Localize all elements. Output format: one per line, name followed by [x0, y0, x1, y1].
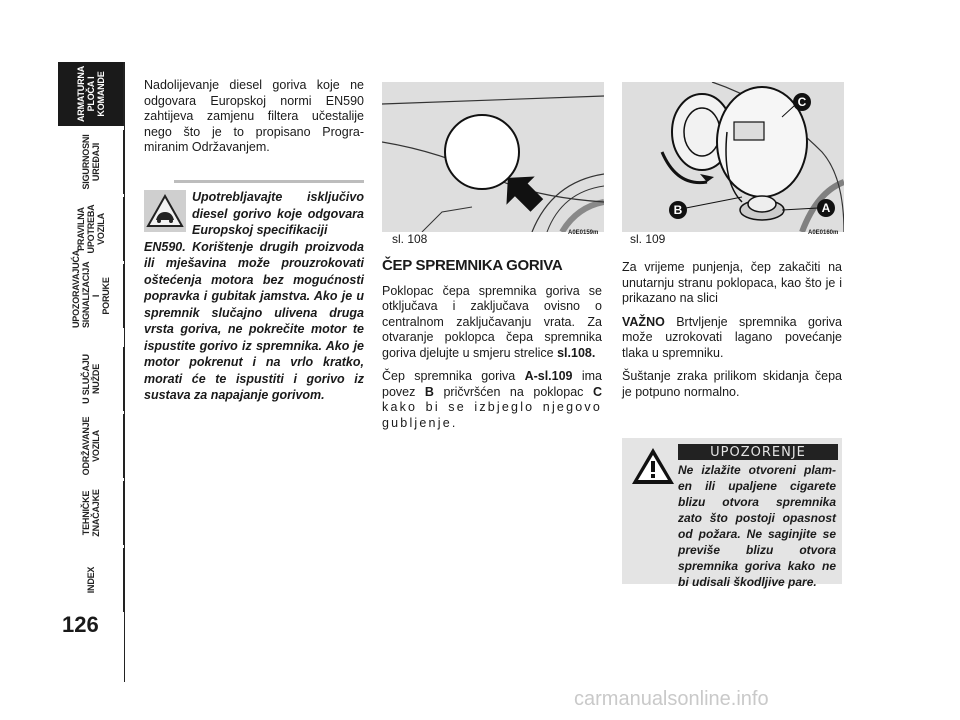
chapter-tabs	[58, 62, 124, 622]
tab-pravilna-upotreba[interactable]	[58, 197, 124, 261]
tab-u-slucaju-nuzde[interactable]	[58, 347, 124, 411]
figure-109-caption: sl. 109	[630, 232, 666, 246]
figure-109-code: A0E0160m	[808, 230, 839, 236]
paragraph-air-hiss: Šuštanje zraka prilikom skidanja čepa je potpuno normalno.	[622, 369, 842, 399]
paragraph-important	[622, 315, 842, 362]
figure-108-caption: sl. 108	[392, 232, 428, 246]
tab-label: SIGURNOSNI UREĐAJI	[80, 134, 101, 190]
tab-label: UPOZORAVAJUĆA SIGNALIZACIJA I PORUKE	[70, 249, 111, 328]
watermark: carmanualsonline.info	[574, 688, 769, 710]
paragraph-hook-cap: Za vrijeme punjenja, čep zakačiti na unutarnju stranu poklopaca, kao što je i prikazano na slici	[622, 260, 842, 305]
warning-title: UPOZORENJE	[678, 444, 838, 460]
paragraph-cap	[382, 369, 602, 431]
text-fragment: pričvršćen na poklopac	[443, 384, 584, 399]
tab-odrzavanje-vozila[interactable]	[58, 414, 124, 478]
tab-label: ARMATURNA PLOČA I KOMANDE	[75, 65, 106, 123]
tab-label: TEHNIČKE ZNAČAJKE	[80, 489, 101, 537]
tab-upozoravajuca-signalizacija[interactable]	[58, 249, 124, 328]
figure-fuel-flap-closed	[382, 82, 604, 232]
tab-index[interactable]	[58, 548, 124, 612]
figure-fuel-flap-open	[622, 82, 844, 232]
fuel-cap-section	[382, 258, 602, 439]
tab-label: INDEX	[85, 566, 96, 594]
car-warning-icon	[144, 190, 186, 232]
note-text-rest: EN590. Korištenje drugih proizvoda ili mješavina može prouzrokovati oštećenja motora bez mogućnosti popravka i gubitak jamstva. Ako je u spremnik slučajno ulivena druga vrsta goriva, ne pokrečite motor te ispustite gorivo iz spremnika. Ako je motor pokrenut i na vrlo kratko, morati će te ispustiti i gorivo iz sustava za napajanje gorivom.	[144, 239, 364, 402]
tab-sigurnosni-uredaji[interactable]	[58, 130, 124, 194]
label-a: A	[821, 201, 831, 215]
ref-a-fig109: A-sl.109	[524, 369, 573, 383]
tab-label: ODRŽAVANJE VOZILA	[80, 416, 101, 476]
note-text-first: Upotrebljavajte isključivo diesel gorivo koje odgovara Europskoj specifikaciji	[192, 190, 364, 237]
text-fragment: ima povez	[382, 369, 602, 399]
refueling-notes	[622, 260, 842, 408]
warning-box	[622, 438, 842, 589]
diesel-note-box	[144, 180, 364, 404]
page-number: 126	[62, 612, 99, 637]
warning-text-body: Ne izlažite otvoreni plam-en ili upaljene cigarete blizu otvora spremnika zato što postoji opasnost od požara. Ne saginjite se previše blizu otvora spremnika goriva kako ne bi udisali škodljive pare.	[678, 463, 836, 589]
important-text: Brtvljenje spremnika goriva može uzrokovati lagano povećanje tlaka u spremniku.	[622, 314, 842, 360]
section-heading: ČEP SPREMNIKA GORIVA	[382, 257, 563, 274]
sidebar-divider	[124, 62, 125, 682]
figure-ref-108: sl.108.	[557, 345, 596, 360]
ref-b: B	[424, 384, 434, 399]
tab-label: PRAVILNA UPOTREBA VOZILA	[75, 204, 106, 254]
note-top-bar	[174, 180, 364, 183]
important-label: VAŽNO	[622, 314, 665, 329]
diesel-intro-paragraph: Nadolijevanje diesel goriva koje ne odgovara Europskoj normi EN590 zahtijeva zamjenu filtera učestalije nego što je to propisano Progra-miranim Održavanjem.	[144, 78, 364, 154]
tab-tehnicke-znacajke[interactable]	[58, 481, 124, 545]
text-fragment: Čep spremnika goriva	[382, 369, 516, 383]
tab-label: U SLUČAJU NUŽDE	[80, 354, 101, 404]
label-c: C	[797, 95, 807, 109]
paragraph-unlock	[382, 284, 602, 362]
paragraph-unlock-text: Poklopac čepa spremnika goriva se otključava i zaključava ovisno o centralnom zaključavanju vrata. Za otvaranje poklopca čepa spremnika goriva djelujte u smjeru strelice	[382, 283, 602, 360]
text-fragment: kako bi se izbjeglo njegovo gubljenje.	[382, 400, 602, 430]
tab-armaturna-ploca[interactable]	[58, 62, 124, 126]
warning-text	[628, 462, 836, 590]
label-b: B	[673, 203, 683, 217]
figure-108-code: A0E0159m	[568, 230, 599, 236]
ref-c: C	[592, 384, 602, 399]
